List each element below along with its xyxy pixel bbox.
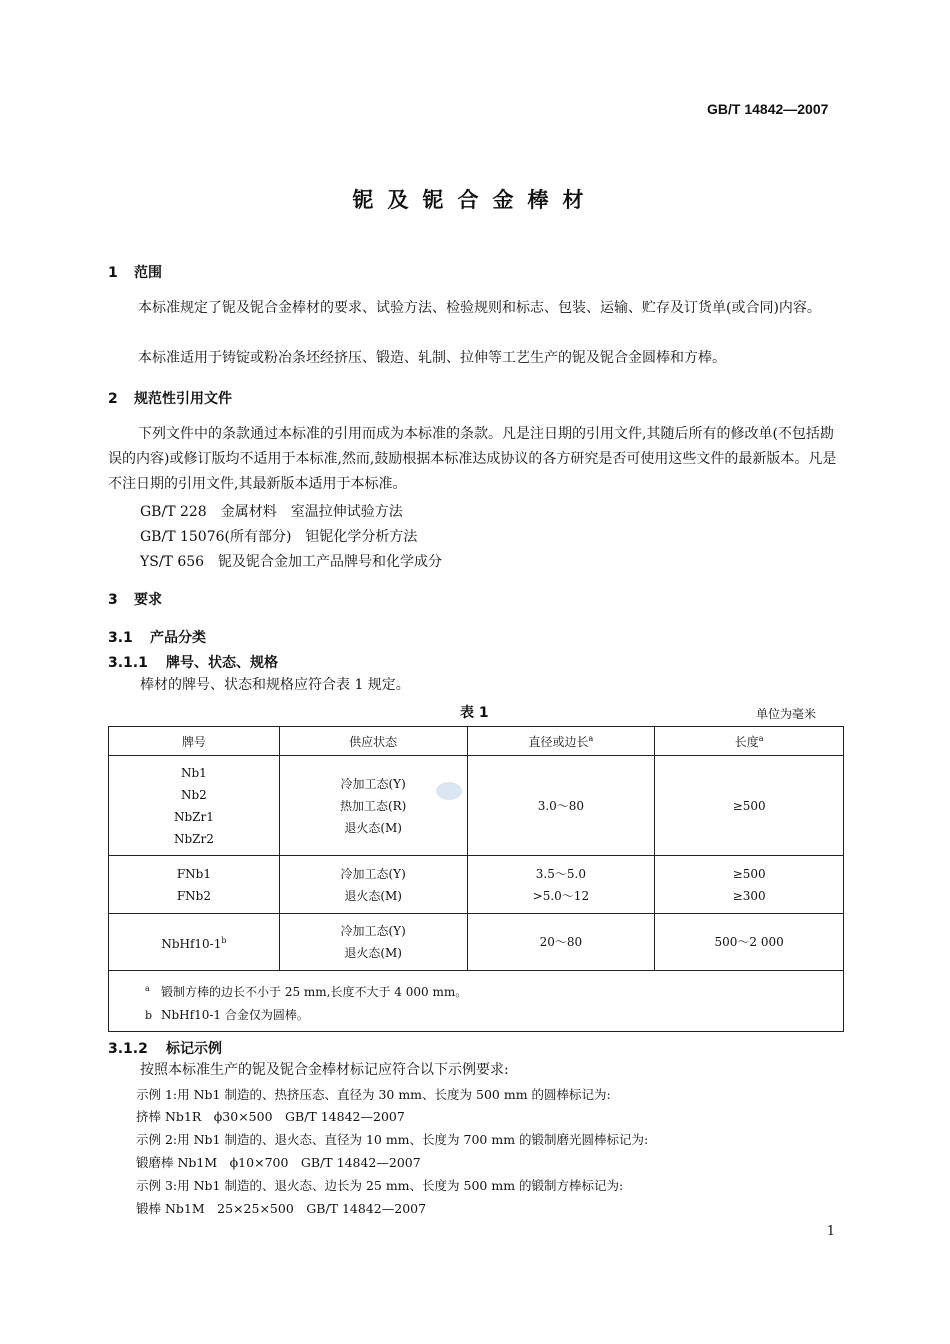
document-title: 铌及铌合金棒材 [352, 188, 598, 212]
section-number: 3 [108, 592, 118, 608]
header-grade: 牌号 [109, 727, 280, 756]
cell-length: ≥500 [655, 756, 844, 856]
section-2-para: 下列文件中的条款通过本标准的引用而成为本标准的条款。凡是注日期的引用文件,其随后所有的修改单(不包括勘误的内容)或修订版均不适用于本标准,然而,鼓励根据本标准达成协议的各方研究是否可使用这些文件的最新版本。凡是不注日期的引用文件,其最新版本适用于本标准。 [108, 426, 837, 492]
section-number: 2 [108, 391, 118, 407]
header-state: 供应状态 [279, 727, 467, 756]
example-line: 锻磨棒 Nb1M ϕ10×700 GB/T 14842—2007 [136, 1155, 421, 1170]
reference-item: GB/T 15076(所有部分) 钽铌化学分析方法 [140, 529, 418, 545]
section-title: 产品分类 [150, 630, 206, 646]
page-number: 1 [826, 1224, 835, 1239]
section-3-1-1-para: 棒材的牌号、状态和规格应符合表 1 规定。 [140, 677, 410, 693]
section-title: 要求 [134, 592, 162, 608]
table-unit: 单位为毫米 [756, 707, 817, 721]
table-caption: 表 1 [460, 705, 489, 721]
table-note: b NbHf10-1 合金仅为圆棒。 [145, 1008, 309, 1022]
cell-state: 冷加工态(Y) 退火态(M) [279, 914, 467, 971]
example-line: 锻棒 Nb1M 25×25×500 GB/T 14842—2007 [136, 1201, 427, 1216]
section-title: 范围 [134, 265, 162, 281]
spec-table [108, 726, 844, 1032]
section-3-1-heading [108, 627, 206, 647]
section-title: 规范性引用文件 [134, 391, 232, 407]
section-2-heading [108, 388, 232, 408]
example-line: 示例 1:用 Nb1 制造的、热挤压态、直径为 30 mm、长度为 500 mm 的圆棒标记为: [136, 1087, 611, 1102]
standard-code: GB/T 14842—2007 [707, 101, 829, 117]
table-row [109, 856, 844, 914]
cell-grade: NbHf10-1$^b$ [109, 914, 280, 971]
section-1-para-1: 本标准规定了铌及铌合金棒材的要求、试验方法、检验规则和标志、包装、运输、贮存及订货单(或合同)内容。 [138, 300, 821, 316]
section-number: 1 [108, 265, 118, 281]
header-length: 长度$^a$ [655, 727, 844, 756]
section-1-para-2: 本标准适用于铸锭或粉冶条坯经挤压、锻造、轧制、拉伸等工艺生产的铌及铌合金圆棒和方棒。 [138, 350, 726, 366]
section-3-1-1-heading [108, 652, 278, 672]
table-row [109, 914, 844, 971]
section-number: 3.1 [108, 630, 133, 646]
cell-grade: FNb1 FNb2 [109, 856, 280, 914]
section-3-heading [108, 589, 162, 609]
reference-item: YS/T 656 铌及铌合金加工产品牌号和化学成分 [140, 554, 443, 570]
watermark-logo [434, 780, 464, 802]
header-diameter: 直径或边长$^a$ [467, 727, 655, 756]
cell-length: 500～2 000 [655, 914, 844, 971]
table-row [109, 756, 844, 856]
table-header-row [109, 727, 844, 756]
section-number: 3.1.1 [108, 655, 148, 671]
reference-item: GB/T 228 金属材料 室温拉伸试验方法 [140, 504, 403, 520]
cell-diameter: 3.0～80 [467, 756, 655, 856]
section-title: 牌号、状态、规格 [166, 655, 278, 671]
table-notes [109, 971, 844, 1032]
section-3-1-2-heading [108, 1038, 222, 1058]
section-number: 3.1.2 [108, 1041, 148, 1057]
cell-length: ≥500 ≥300 [655, 856, 844, 914]
example-line: 示例 3:用 Nb1 制造的、退火态、边长为 25 mm、长度为 500 mm 的锻制方棒标记为: [136, 1178, 624, 1193]
example-line: 示例 2:用 Nb1 制造的、退火态、直径为 10 mm、长度为 700 mm 的锻制磨光圆棒标记为: [136, 1132, 649, 1147]
cell-state: 冷加工态(Y) 热加工态(R) 退火态(M) [279, 756, 467, 856]
cell-diameter: 20～80 [467, 914, 655, 971]
cell-grade: Nb1 Nb2 NbZr1 NbZr2 [109, 756, 280, 856]
example-line: 挤棒 Nb1R ϕ30×500 GB/T 14842—2007 [136, 1109, 405, 1124]
section-3-1-2-intro: 按照本标准生产的铌及铌合金棒材标记应符合以下示例要求: [140, 1062, 509, 1078]
table-note: $^a$ 锻制方棒的边长不小于 25 mm,长度不大于 4 000 mm。 [145, 984, 468, 999]
section-1-heading [108, 262, 162, 282]
table-notes-row [109, 971, 844, 1032]
section-title: 标记示例 [166, 1041, 222, 1057]
cell-diameter: 3.5～5.0 >5.0～12 [467, 856, 655, 914]
cell-state: 冷加工态(Y) 退火态(M) [279, 856, 467, 914]
